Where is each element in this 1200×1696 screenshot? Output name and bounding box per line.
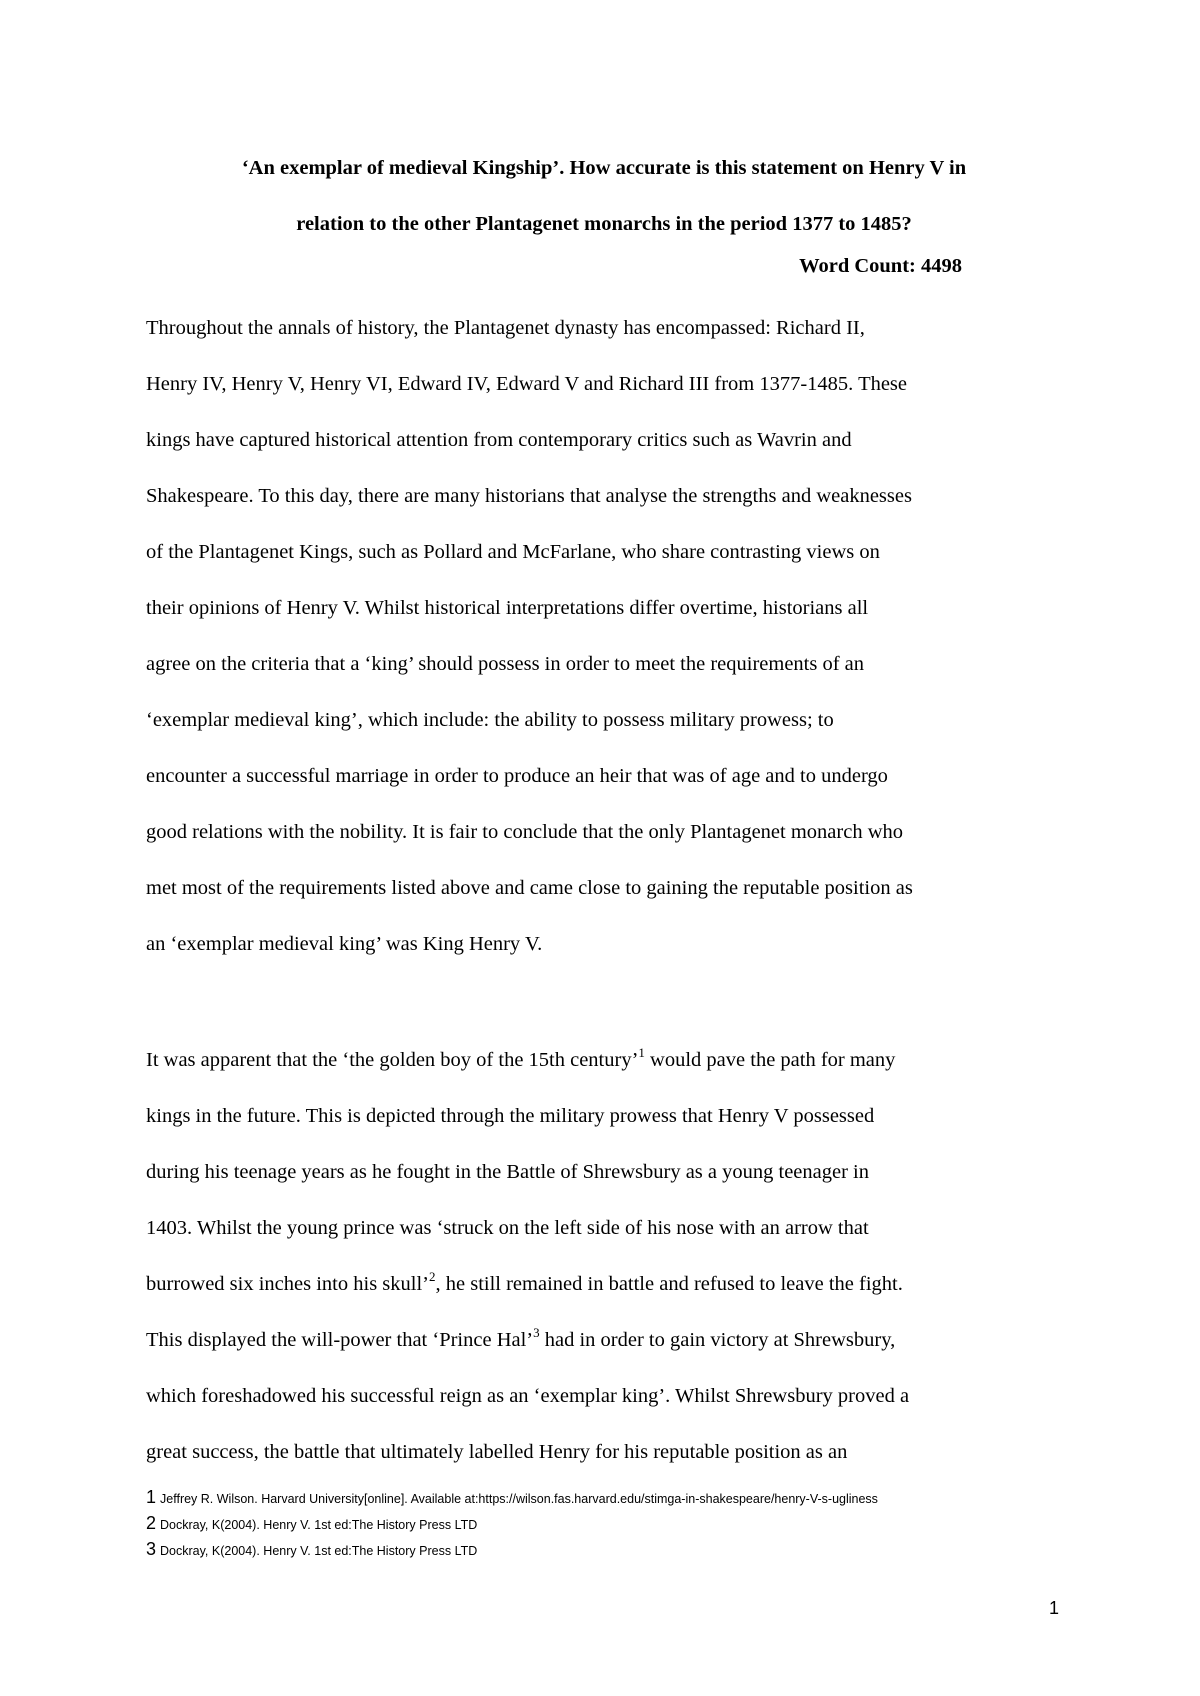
footnote-1: [146, 1484, 1076, 1510]
line-text: would pave the path for many: [644, 1049, 896, 1071]
line-text: burrowed six inches into his skull’: [146, 1273, 429, 1295]
footnote-number: 3: [146, 1539, 157, 1559]
footnote-text: Jeffrey R. Wilson. Harvard University[online]. Available at:https://wilson.fas.harvard.edu/stimga-in-shakespeare/henry-V-s-ugliness: [160, 1492, 878, 1506]
paragraph-line: Henry IV, Henry V, Henry VI, Edward IV, Edward V and Richard III from 1377-1485. These: [146, 373, 908, 395]
footnote-ref-1[interactable]: 1: [638, 1045, 645, 1060]
paragraph-line: Throughout the annals of history, the Plantagenet dynasty has encompassed: Richard II,: [146, 317, 865, 339]
paragraph-line: [146, 1256, 1066, 1312]
paragraph-line: great success, the battle that ultimately labelled Henry for his reputable position as an: [146, 1441, 848, 1463]
paragraph-line: during his teenage years as he fought in the Battle of Shrewsbury as a young teenager in: [146, 1161, 869, 1183]
paragraph-line: encounter a successful marriage in order to produce an heir that was of age and to undergo: [146, 765, 888, 787]
line-text: It was apparent that the ‘the golden boy of the 15th century’: [146, 1049, 639, 1071]
paragraph-line: agree on the criteria that a ‘king’ should possess in order to meet the requirements of an: [146, 653, 865, 675]
line-text: This displayed the will-power that ‘Prince Hal’: [146, 1329, 534, 1351]
line-text: had in order to gain victory at Shrewsbury,: [539, 1329, 896, 1351]
paragraph-2: [146, 1032, 1066, 1480]
word-count: Word Count: 4498: [799, 255, 962, 277]
title-line-2: relation to the other Plantagenet monarchs in the period 1377 to 1485?: [296, 213, 912, 235]
line-text: , he still remained in battle and refused to leave the fight.: [435, 1273, 903, 1295]
paragraph-line: [146, 1032, 1066, 1088]
paragraph-line: met most of the requirements listed above and came close to gaining the reputable position as: [146, 877, 913, 899]
footnote-text: Dockray, K(2004). Henry V. 1st ed:The History Press LTD: [160, 1518, 478, 1532]
footnote-ref-2[interactable]: 2: [429, 1269, 436, 1284]
footnote-2: [146, 1510, 1076, 1536]
paragraph-line: which foreshadowed his successful reign as an ‘exemplar king’. Whilst Shrewsbury proved a: [146, 1385, 910, 1407]
paragraph-line: 1403. Whilst the young prince was ‘struck on the left side of his nose with an arrow that: [146, 1217, 869, 1239]
paragraph-1: [146, 300, 1066, 972]
paragraph-line: of the Plantagenet Kings, such as Pollard and McFarlane, who share contrasting views on: [146, 541, 880, 563]
paragraph-line: their opinions of Henry V. Whilst historical interpretations differ overtime, historians all: [146, 597, 869, 619]
paragraph-line: good relations with the nobility. It is fair to conclude that the only Plantagenet monarch who: [146, 821, 903, 843]
footnote-3: [146, 1536, 1076, 1562]
paragraph-line: kings in the future. This is depicted through the military prowess that Henry V possessed: [146, 1105, 875, 1127]
title-line-1: ‘An exemplar of medieval Kingship’. How accurate is this statement on Henry V in: [241, 157, 967, 179]
footnote-ref-3[interactable]: 3: [533, 1325, 540, 1340]
page-number: 1: [1048, 1598, 1059, 1618]
footnote-number: 1: [146, 1487, 157, 1507]
essay-title: [146, 140, 1062, 252]
footnotes: [146, 1484, 1076, 1562]
paragraph-line: kings have captured historical attention from contemporary critics such as Wavrin and: [146, 429, 852, 451]
paragraph-line: Shakespeare. To this day, there are many historians that analyse the strengths and weaknesses: [146, 485, 912, 507]
footnote-number: 2: [146, 1513, 157, 1533]
paragraph-line: an ‘exemplar medieval king’ was King Henry V.: [146, 933, 543, 955]
paragraph-line: [146, 1312, 1066, 1368]
footnote-text: Dockray, K(2004). Henry V. 1st ed:The History Press LTD: [160, 1544, 478, 1558]
paragraph-line: ‘exemplar medieval king’, which include: the ability to possess military prowess; to: [146, 709, 834, 731]
